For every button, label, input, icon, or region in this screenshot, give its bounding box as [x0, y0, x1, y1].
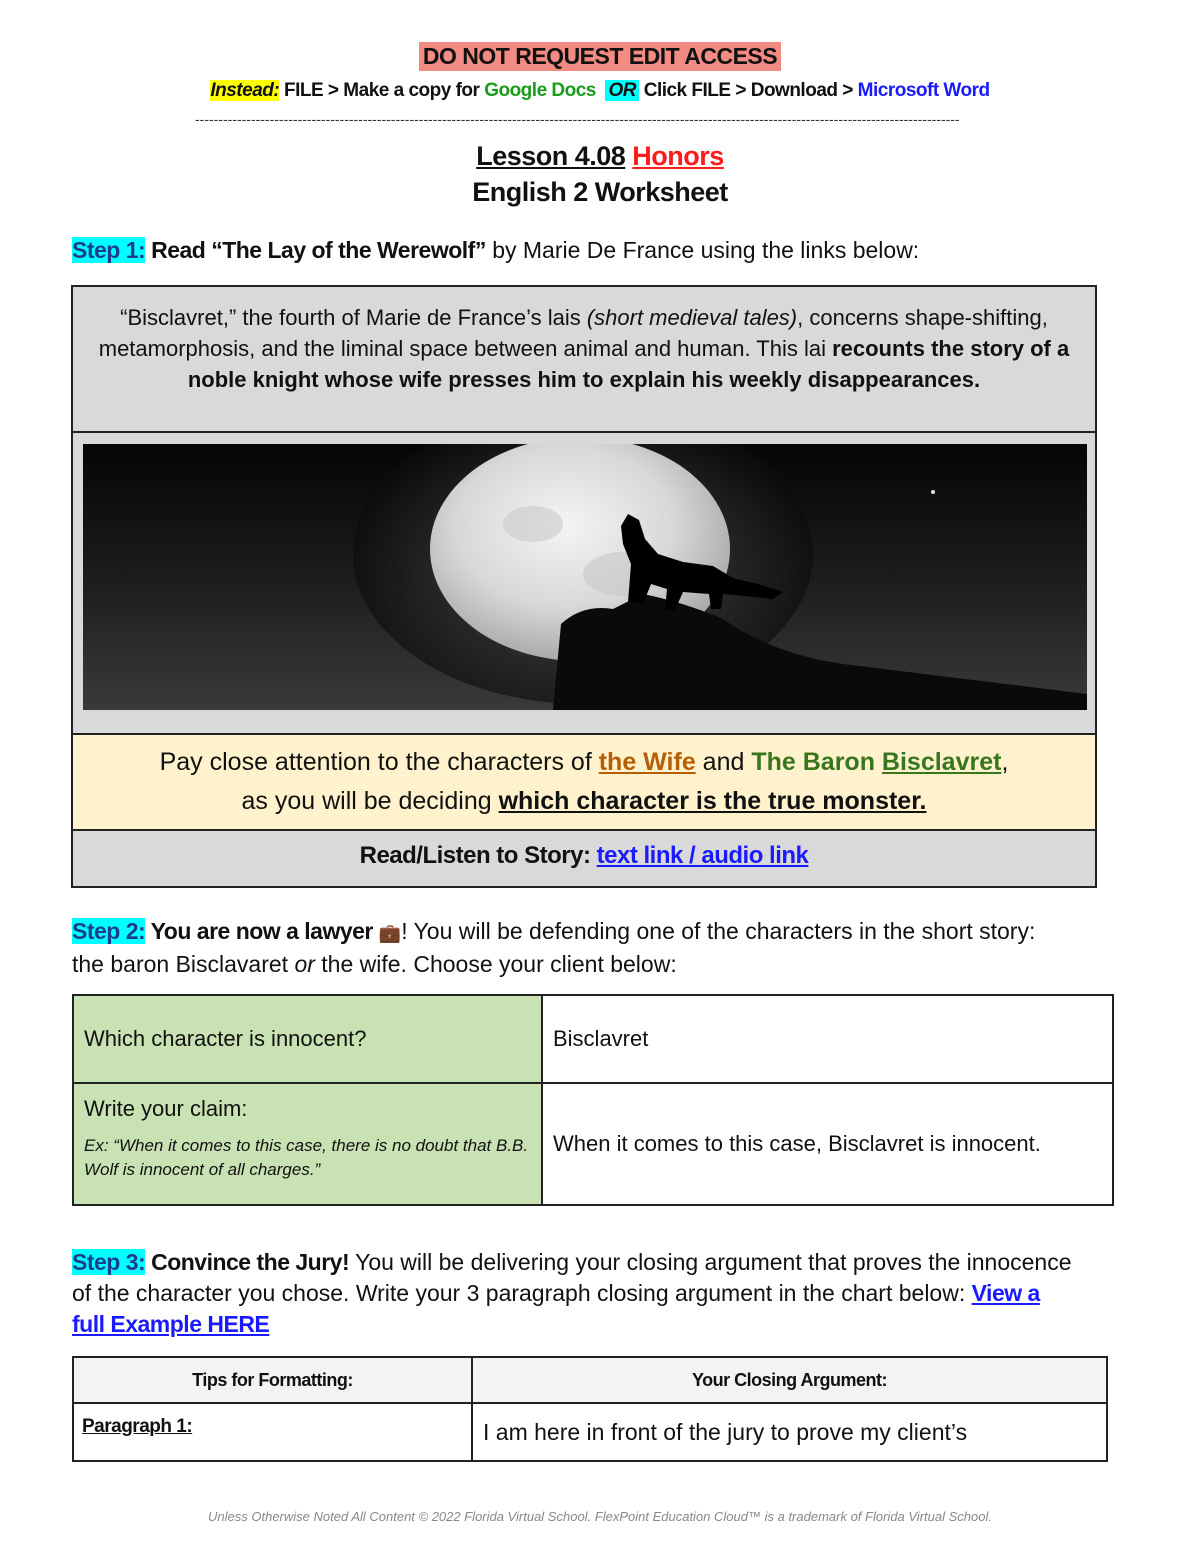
innocent-answer[interactable]: Bisclavret: [542, 995, 1113, 1083]
summary-bold: recounts the story of a noble knight whose wife presses him to explain his weekly disappearances.: [187, 336, 1070, 392]
table-row: [73, 1083, 1113, 1205]
step1-label: Step 1:: [72, 237, 146, 263]
story-summary-cell: [73, 287, 1095, 433]
summary-italic: (short medieval tales): [586, 305, 798, 330]
step1-rest: by Marie De France using the links below:: [485, 237, 920, 263]
attention-line-2: [73, 782, 1095, 821]
attention-cell: [73, 735, 1095, 831]
closing-argument-table: [72, 1356, 1108, 1462]
claim-question-cell: [73, 1083, 542, 1205]
table-row: [73, 1403, 1107, 1461]
claim-example: Ex: “When it comes to this case, there is no doubt that B.B. Wolf is innocent of all charges.”: [84, 1136, 529, 1179]
claim-question: Write your claim:: [84, 1096, 248, 1121]
step2-rest-2: the wife. Choose your client below:: [314, 951, 677, 977]
step3-bold-text: Convince the Jury!: [145, 1249, 350, 1275]
step2-label: Step 2:: [72, 918, 146, 944]
image-cell: [73, 433, 1095, 735]
attention-part-1: Pay close attention to the characters of: [159, 748, 599, 776]
worksheet-subtitle: English 2 Worksheet: [472, 177, 728, 207]
innocent-question: Which character is innocent?: [73, 995, 542, 1083]
step3-heading: [72, 1247, 1072, 1340]
step3-rest: You will be delivering your closing argument that proves the innocence of the character you chose. Write your 3 paragraph closing argument in the chart below:: [72, 1249, 1072, 1306]
the-wife-text: the Wife: [598, 748, 696, 776]
attention-line-1: [73, 743, 1095, 782]
step2-or: or: [294, 951, 315, 977]
table-header-row: [73, 1357, 1107, 1403]
summary-part-2: , concerns shape-shifting, metamorphosis, and the liminal space between animal and human. This lai: [98, 305, 1048, 361]
paragraph-1-text[interactable]: I am here in front of the jury to prove my client’s: [472, 1403, 1107, 1461]
paragraph-1-label: Paragraph 1:: [73, 1403, 472, 1461]
true-monster-text: which character is the true monster.: [498, 787, 927, 815]
step3-label: Step 3:: [72, 1249, 146, 1275]
instead-label: Instead:: [210, 80, 280, 101]
step1-heading: [72, 235, 919, 266]
text-link[interactable]: text link: [596, 842, 683, 869]
google-docs-text: Google Docs: [484, 80, 596, 101]
claim-answer[interactable]: When it comes to this case, Bisclavret is innocent.: [542, 1083, 1113, 1205]
summary-part-1: “Bisclavret,” the fourth of Marie de France’s lais: [120, 305, 587, 330]
link-slash: /: [682, 842, 702, 869]
wolf-howling-moon-image: [83, 444, 1087, 710]
lesson-title: [0, 138, 1200, 210]
full-example-link[interactable]: View a full Example HERE: [72, 1280, 1040, 1337]
step2-rest-1: ! You will be defending one of the characters in the short story: the baron Bisclavaret: [72, 918, 1036, 977]
step2-bold-text: You are now a lawyer: [145, 918, 379, 944]
tips-column-header: Tips for Formatting:: [73, 1357, 472, 1403]
comma-text: ,: [1001, 748, 1009, 776]
copyright-footer: Unless Otherwise Noted All Content © 2022 Florida Virtual School. FlexPoint Education Cloud™ is a trademark of Florida Virtual School.: [208, 1509, 992, 1524]
table-row: [73, 995, 1113, 1083]
divider-line: --------------------------------------------------------------------------------------------------------------------------------------------------------------------: [195, 112, 960, 126]
instead-text-1: FILE > Make a copy for: [279, 80, 485, 101]
instructions-line: [0, 80, 1200, 102]
client-choice-table: [72, 994, 1114, 1206]
and-text: and: [695, 748, 752, 776]
briefcase-icon: 💼: [378, 923, 402, 943]
the-baron-text: The Baron: [751, 748, 882, 776]
story-info-table: [71, 285, 1097, 888]
argument-column-header: Your Closing Argument:: [472, 1357, 1107, 1403]
step1-bold-text: Read “The Lay of the Werewolf”: [145, 237, 486, 263]
edit-access-notice: DO NOT REQUEST EDIT ACCESS: [419, 42, 781, 71]
or-label: OR: [605, 80, 639, 101]
audio-link[interactable]: audio link: [701, 842, 809, 869]
header-notice-wrap: [0, 42, 1200, 71]
honors-label: Honors: [632, 141, 724, 171]
bisclavret-text: Bisclavret: [881, 748, 1002, 776]
lesson-number: Lesson 4.08: [476, 141, 626, 171]
read-listen-label: Read/Listen to Story:: [359, 842, 597, 869]
microsoft-word-text: Microsoft Word: [857, 80, 990, 101]
step2-heading: [72, 916, 1052, 980]
read-listen-cell: [73, 831, 1095, 886]
instead-text-2: Click FILE > Download >: [638, 80, 858, 101]
attention-part-2: as you will be deciding: [241, 787, 499, 815]
